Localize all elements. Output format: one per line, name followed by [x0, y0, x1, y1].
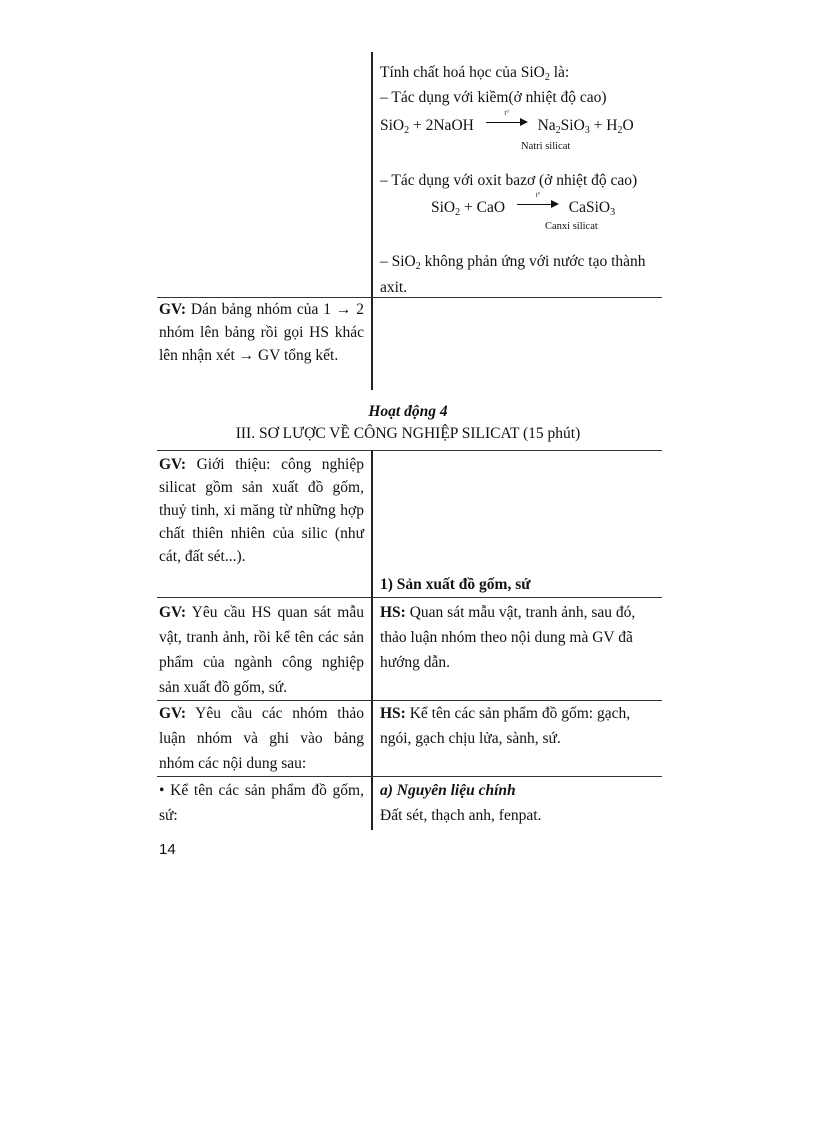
gv-observe-text: GV: Yêu cầu HS quan sát mẫu vật, tranh ảnh, rồi kể tên các sản phẩm của ngành công nghiệp sản xuất đồ gốm, sứ. [159, 604, 364, 696]
natri-silicat-note: Natri silicat [521, 141, 571, 152]
page-number: 14 [159, 841, 176, 858]
hs-observe-text: HS: Quan sát mẫu vật, tranh ảnh, sau đó, thảo luận nhóm theo nội dung mà GV đã hướng dẫn. [380, 604, 636, 671]
oxide-reaction-line: – Tác dụng với oxit bazơ (ở nhiệt độ cao) [380, 172, 638, 189]
hs-products-text: HS: Kể tên các sản phẩm đồ gốm: gạch, ngói, gạch chịu lửa, sành, sứ. [380, 705, 631, 747]
bullet-icon: • [159, 782, 165, 799]
column-divider-bottom [371, 450, 373, 830]
raw-materials-text: Đất sét, thạch anh, fenpat. [380, 807, 542, 824]
raw-materials-heading: a) Nguyên liệu chính [380, 782, 516, 799]
row-separator [157, 597, 662, 598]
canxi-silicat-note: Canxi silicat [545, 221, 598, 232]
activity-subtitle: III. SƠ LƯỢC VỀ CÔNG NGHIỆP SILICAT (15 phút) [235, 425, 581, 442]
activity-title: Hoạt động 4 [368, 403, 448, 420]
reaction-arrow-icon: t° [517, 200, 559, 210]
alkali-reaction-line: – Tác dụng với kiềm(ở nhiệt độ cao) [380, 89, 607, 106]
equation-sio2-cao: SiO$_2$ + CaO t° CaSiO$_3$ [431, 191, 616, 218]
chemical-properties-title: Tính chất hoá học của SiO$_2$ là: [380, 64, 570, 83]
column-divider-top [371, 52, 373, 390]
ceramics-heading: 1) Sản xuất đồ gốm, sứ [380, 576, 531, 593]
reaction-arrow-icon: t° [486, 118, 528, 128]
equation-sio2-naoh: SiO$_2$ + 2NaOH t° $Na_2SiO_3 + H_2O$ [380, 109, 634, 136]
gv-summary-text: GV: Dán bảng nhóm của 1 → 2 nhóm lên bảng rồi gọi HS khác lên nhận xét → GV tổng kết. [159, 301, 364, 364]
water-reaction-text: – SiO$_2$ không phản ứng với nước tạo thành axit. [380, 253, 646, 296]
gv-group-text: GV: Yêu cầu các nhóm thảo luận nhóm và ghi vào bảng nhóm các nội dung sau: [159, 705, 364, 772]
bullet-list-item: • Kể tên các sản phẩm đồ gốm, sứ: [159, 782, 364, 824]
table-top-border [157, 450, 662, 451]
row-separator [157, 776, 662, 777]
gv-introduction-text: GV: Giới thiệu: công nghiệp silicat gồm sản xuất đồ gốm, thuỷ tinh, xi măng từ những hợp chất thiên nhiên của silic (như cát, đất sét...). [159, 456, 364, 565]
